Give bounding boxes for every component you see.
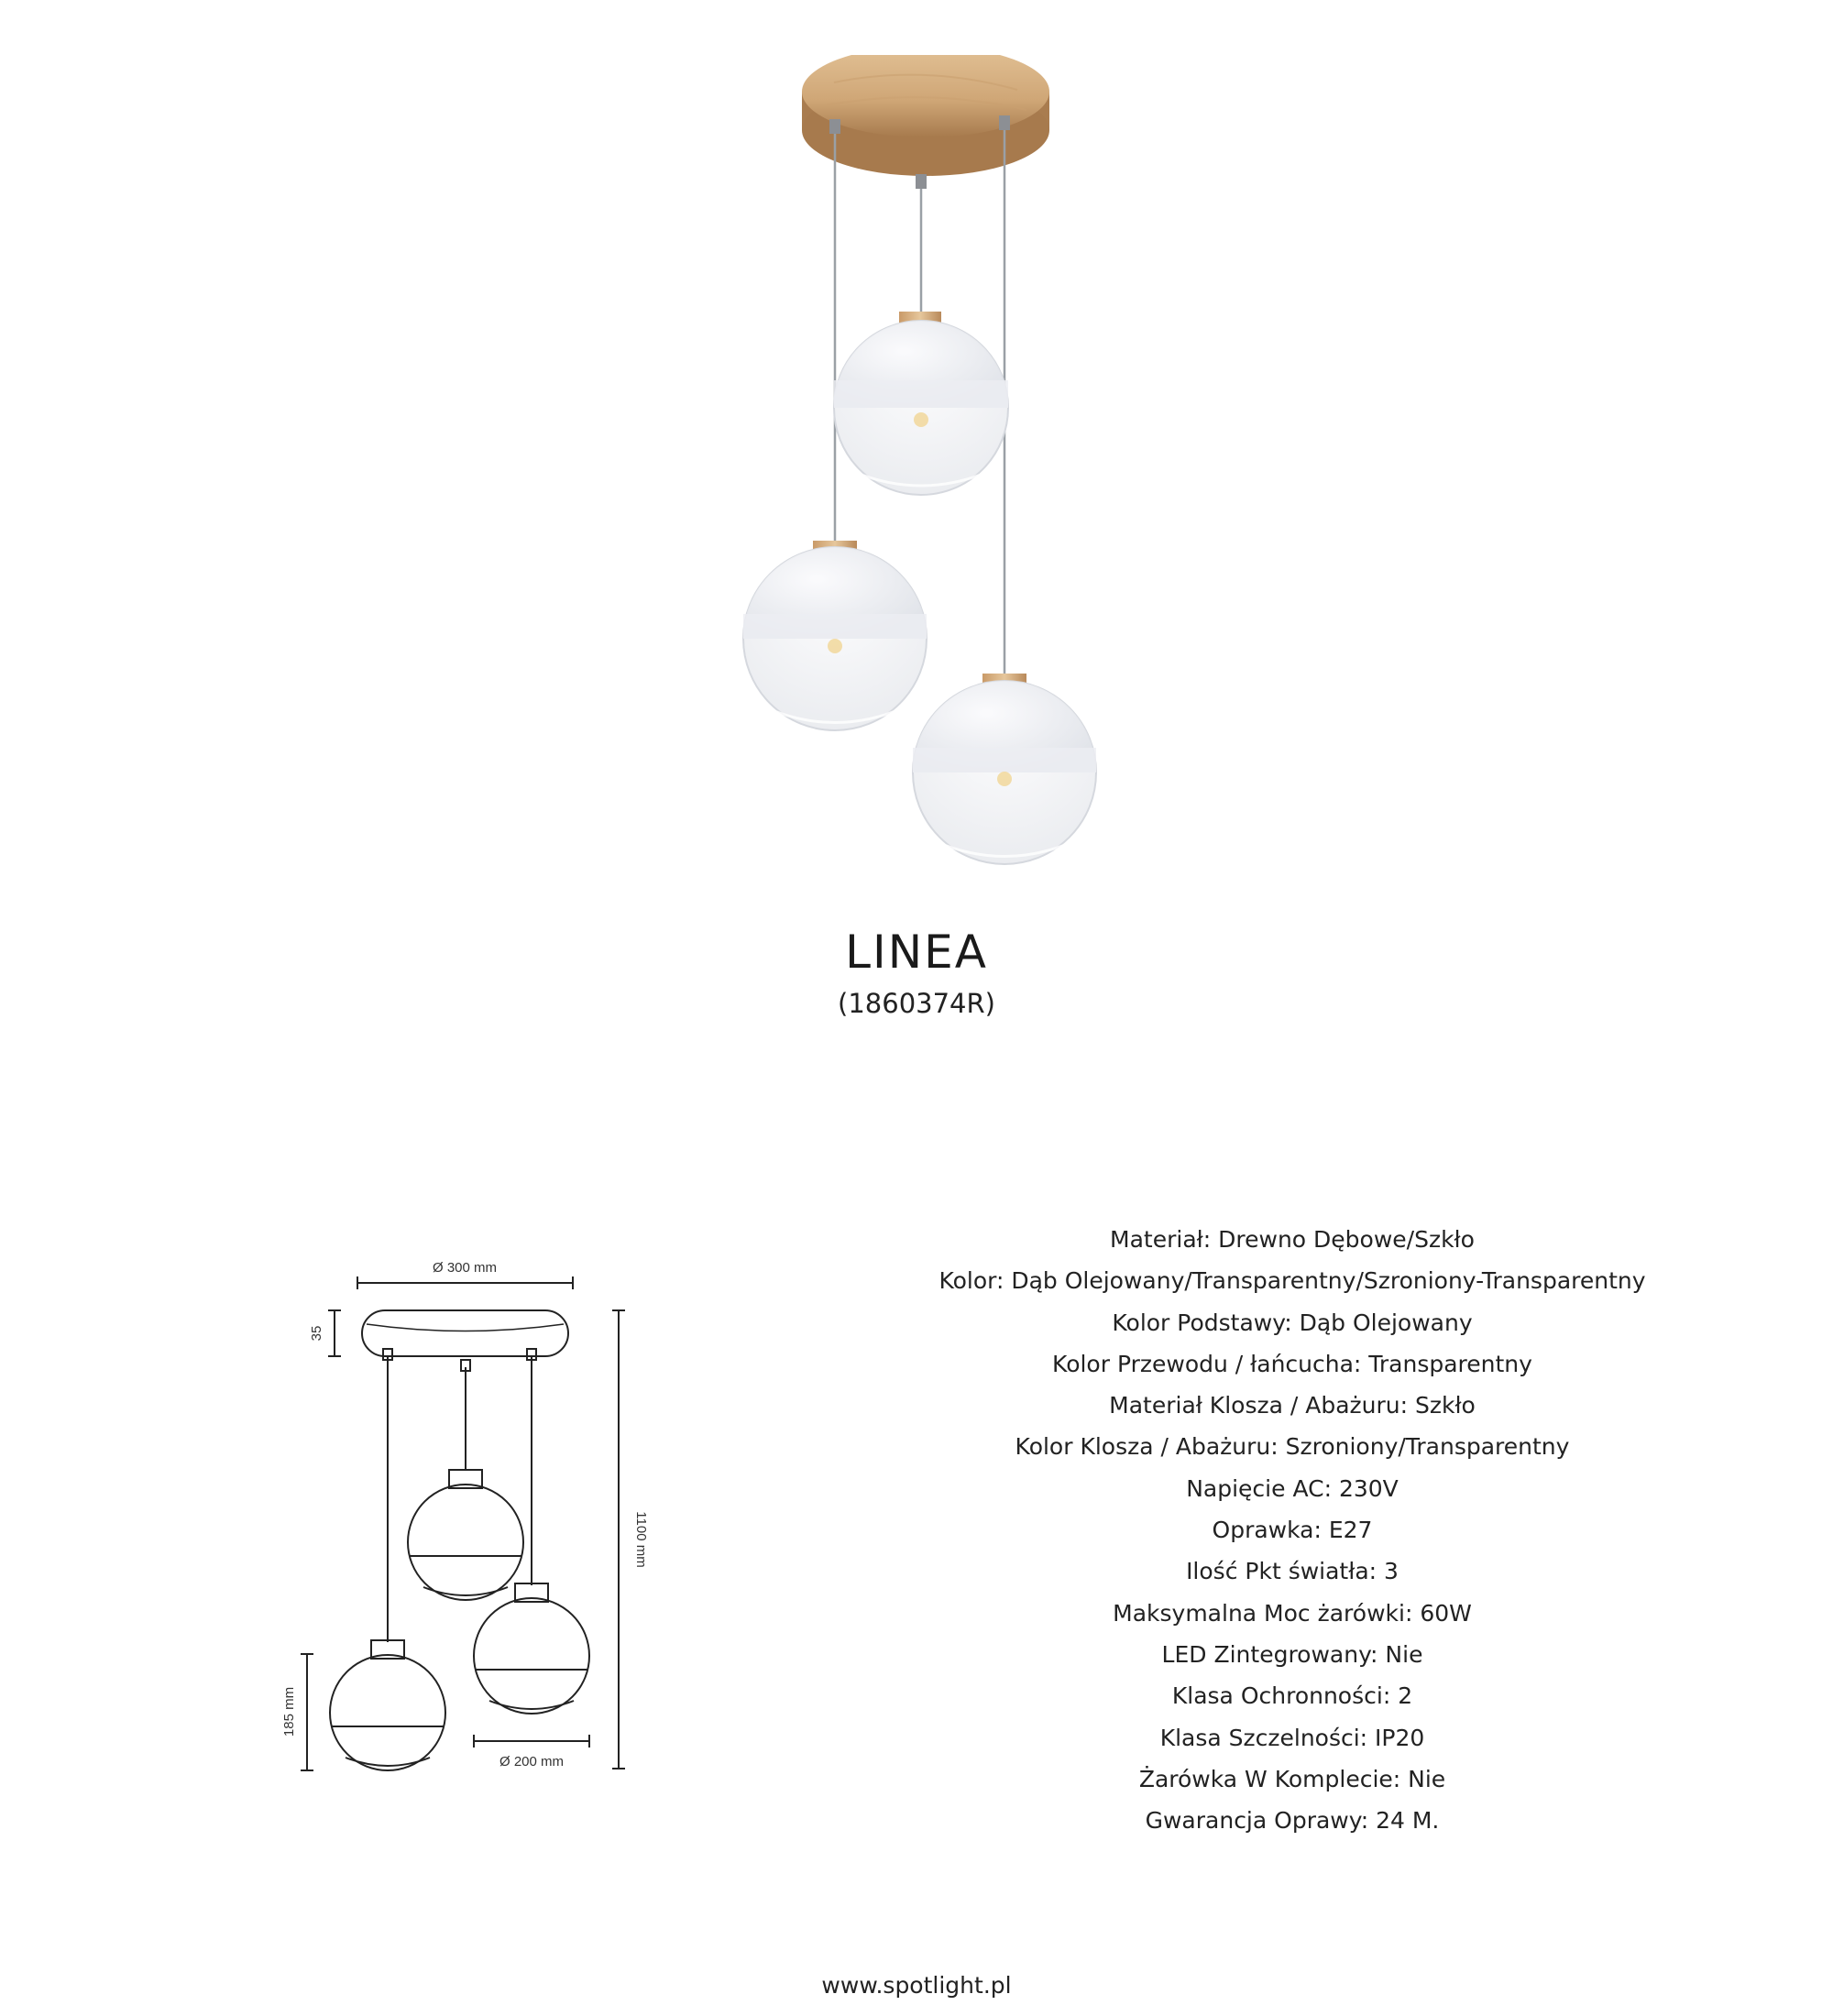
canopy bbox=[802, 55, 1049, 176]
title-block bbox=[0, 926, 1833, 1019]
spec-item: LED Zintegrowany: Nie bbox=[1161, 1640, 1423, 1668]
spec-item: Klasa Ochronności: 2 bbox=[1171, 1682, 1413, 1710]
spec-item: Materiał Klosza / Abażuru: Szkło bbox=[1109, 1392, 1476, 1419]
spec-item: Materiał: Drewno Dębowe/Szkło bbox=[1110, 1226, 1475, 1253]
canopy-diameter-label: Ø 300 mm bbox=[432, 1260, 498, 1276]
shade-height-label: 185 mm bbox=[281, 1686, 297, 1737]
footer-url[interactable]: www.spotlight.pl bbox=[821, 1972, 1012, 1999]
spec-item: Kolor Przewodu / łańcucha: Transparentny bbox=[1052, 1350, 1532, 1377]
shade-diameter-label: Ø 200 mm bbox=[499, 1754, 565, 1769]
product-name: LINEA bbox=[845, 926, 988, 979]
spec-item: Ilość Pkt światła: 3 bbox=[1186, 1558, 1399, 1585]
spec-item: Kolor Klosza / Abażuru: Szroniony/Transparentny bbox=[1015, 1433, 1570, 1461]
canopy-height-label: 35 bbox=[309, 1325, 324, 1342]
dimension-diagram bbox=[266, 1246, 678, 1796]
spec-item: Kolor: Dąb Olejowany/Transparentny/Szroniony-Transparentny bbox=[938, 1267, 1646, 1295]
pendant-shade-left bbox=[743, 541, 927, 730]
spec-item: Oprawka: E27 bbox=[1212, 1517, 1373, 1544]
pendant-shade-right bbox=[913, 674, 1096, 864]
spec-item: Maksymalna Moc żarówki: 60W bbox=[1113, 1599, 1472, 1627]
product-code: (1860374R) bbox=[838, 988, 995, 1019]
product-photo bbox=[715, 55, 1136, 880]
total-height-label: 1100 mm bbox=[633, 1511, 649, 1568]
pendant-shade-center bbox=[834, 312, 1008, 495]
spec-item: Żarówka W Komplecie: Nie bbox=[1138, 1765, 1446, 1792]
specifications-list bbox=[898, 1219, 1686, 1841]
spec-item: Gwarancja Oprawy: 24 M. bbox=[1145, 1807, 1440, 1835]
spec-item: Klasa Szczelności: IP20 bbox=[1159, 1724, 1425, 1751]
spec-item: Napięcie AC: 230V bbox=[1186, 1474, 1399, 1502]
spec-item: Kolor Podstawy: Dąb Olejowany bbox=[1112, 1309, 1473, 1336]
